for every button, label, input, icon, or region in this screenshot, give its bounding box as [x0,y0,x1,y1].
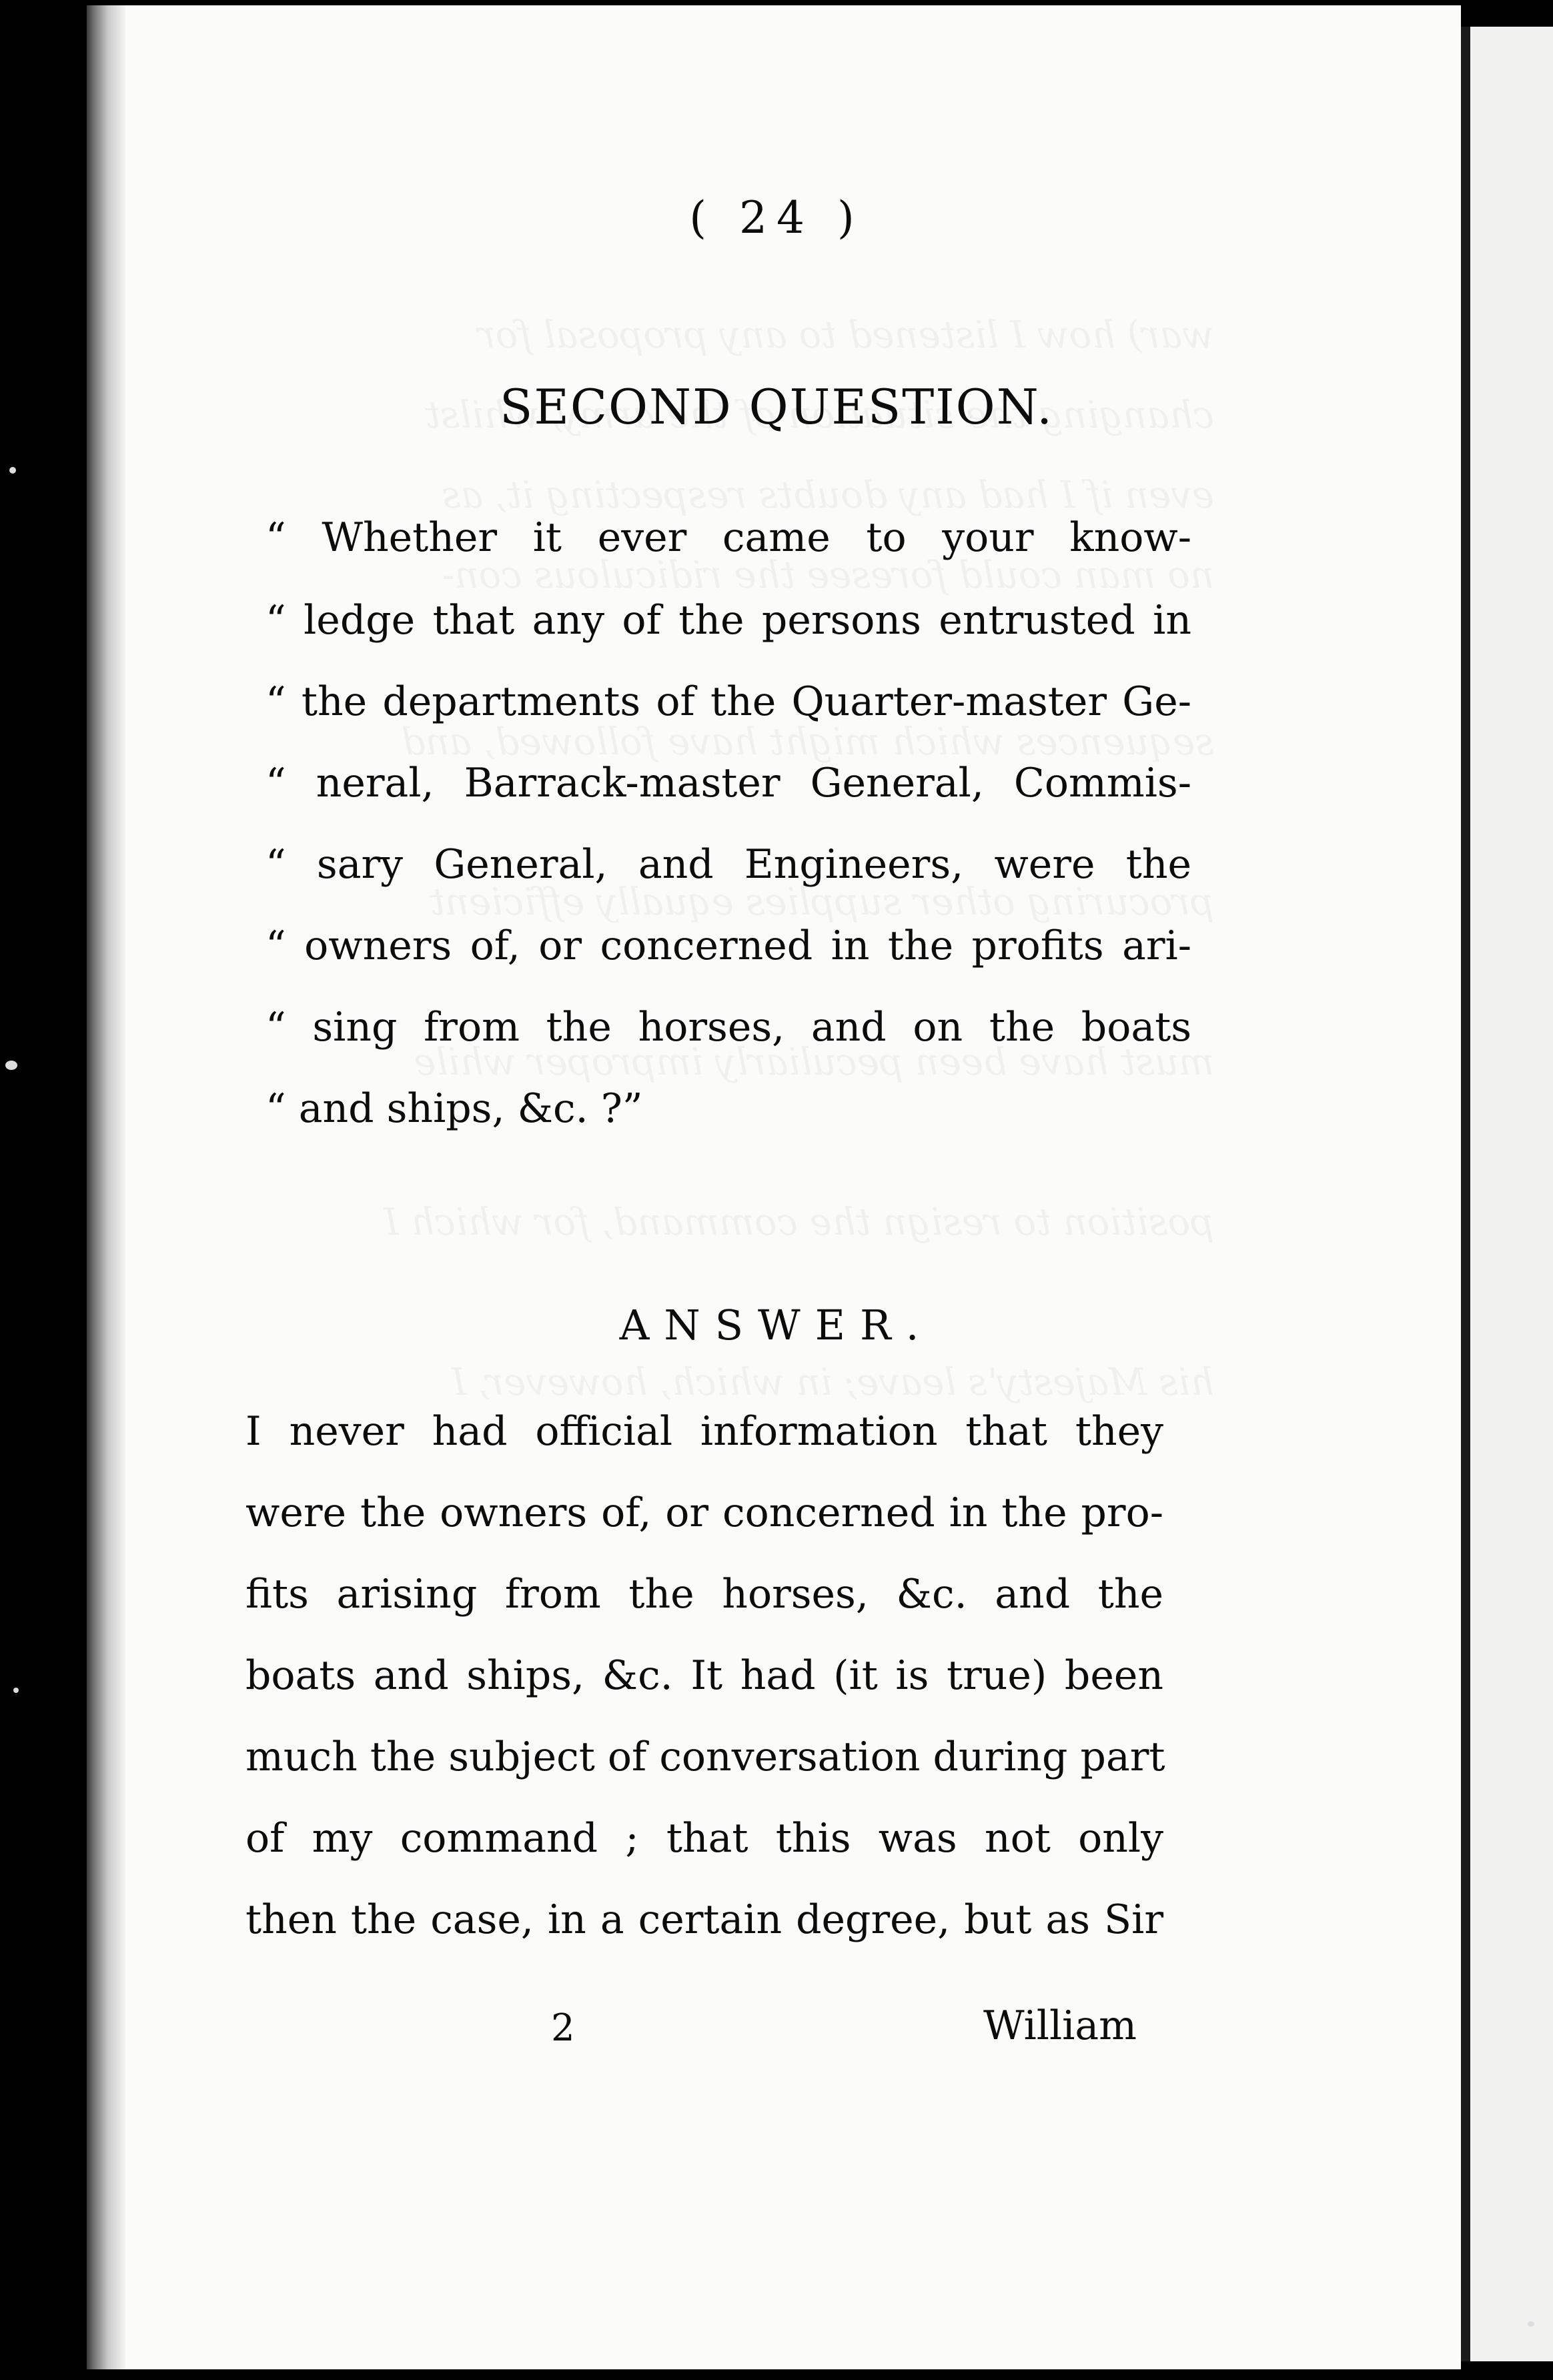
answer-line: then the case, in a certain degree, but as Sir [245,1896,1163,1943]
scan-speck [5,1061,17,1070]
scan-speck [13,1688,19,1693]
book-gutter [1461,27,1470,2361]
page-binding-edge [87,5,125,2369]
show-through [253,1361,1214,1404]
answer-line: were the owners of, or concerned in the pro- [245,1490,1163,1536]
answer-line: of my command ; that this was not only [245,1815,1163,1862]
question-line: “ and ships, &c. ?” [266,1085,643,1132]
catchword: William [983,2002,1137,2049]
question-line: “ ledge that any of the persons entrusted in [266,597,1191,644]
question-line: “ owners of, or concerned in the profits ari- [266,923,1191,969]
question-line: “ the departments of the Quarter-master Ge- [266,678,1191,725]
answer-line: fits arising from the horses, &c. and the [245,1571,1163,1618]
show-through [253,1201,1214,1244]
facing-page-edge [1470,27,1553,2361]
scan-speck [1528,2321,1534,2327]
book-page [87,5,1461,2369]
page-number: ( 24 ) [689,192,864,243]
question-line: “ sing from the horses, and on the boats [266,1004,1191,1051]
signature-mark: 2 [551,2006,575,2050]
question-line: “ Whether it ever came to your know- [266,514,1191,561]
section-heading: SECOND QUESTION. [500,379,1053,435]
question-line: “ sary General, and Engineers, were the [266,841,1191,888]
question-line: “ neral, Barrack-master General, Commis- [266,760,1191,806]
answer-line: boats and ships, &c. It had (it is true) been [245,1652,1163,1699]
show-through [253,314,1214,357]
answer-line: much the subject of conversation during part [245,1734,1165,1780]
scan-speck [9,467,16,474]
answer-heading: ANSWER. [619,1301,934,1349]
answer-line: I never had official information that they [245,1408,1163,1455]
